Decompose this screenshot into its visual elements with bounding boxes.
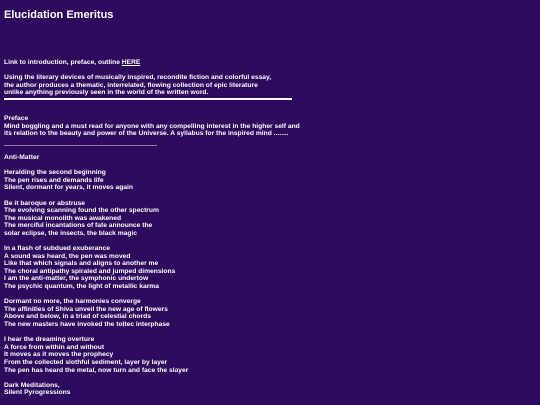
stanza-line: Silent, dormant for years, it moves again <box>4 184 133 192</box>
stanza-line: A sound was heard, the pen was moved <box>4 252 131 260</box>
stanza-line: solar eclipse, the insects, the black magic <box>4 229 138 237</box>
stanza <box>4 245 534 291</box>
stanza-line: The pen has heard the metal, now turn and face the slayer <box>4 366 189 374</box>
stanza-line: The psychic quantum, the light of metallic karma <box>4 283 159 291</box>
stanza-line: It moves as it moves the prophecy <box>4 351 114 359</box>
preface-line: Mind boggling and a must read for anyone with any compelling interest in the higher self and <box>4 122 300 130</box>
stanza-line: In a flash of subdued exuberance <box>4 245 110 253</box>
antimatter-heading: Anti-Matter <box>4 153 40 161</box>
description-line: unlike anything previously seen in the world of the written word. <box>4 89 209 97</box>
stanza-line: Above and below, in a triad of celestial chords <box>4 313 151 321</box>
stanza <box>4 200 534 238</box>
page-title: Elucidation Emeritus <box>4 9 114 21</box>
page-content <box>4 0 534 397</box>
stanza-line: I am the anti-matter, the symphonic undertow <box>4 275 149 283</box>
stanza-line: Silent Pyrogressions <box>4 389 71 397</box>
stanza-line: From the collected slothful sediment, layer by layer <box>4 358 168 366</box>
stanza-line: The evolving scanning found the other spectrum <box>4 207 159 215</box>
stanza <box>4 382 534 397</box>
antimatter-section <box>4 154 534 397</box>
stanza <box>4 169 534 192</box>
stanza <box>4 336 534 374</box>
stanza-line: Be it baroque or abstruse <box>4 199 86 207</box>
intro-here-link[interactable]: HERE <box>121 59 141 66</box>
stanza-line: The musical monolith was awakened <box>4 214 122 222</box>
stanza-line: The pen rises and demands life <box>4 176 104 184</box>
description-block <box>4 74 534 97</box>
preface-heading: Preface <box>4 114 29 122</box>
description-line: the author produces a thematic, interrelated, flowing collection of epic literature <box>4 81 258 89</box>
stanza-line: The affinities of Shiva unveil the new age of flowers <box>4 305 168 313</box>
stanza-line: Dark Meditations, <box>4 381 60 389</box>
intro-text: Link to introduction, preface, outline <box>4 59 122 66</box>
stanza-line: The new masters have invoked the toltec interphase <box>4 321 170 328</box>
stanza-line: The choral antipathy spiraled and jumped dimensions <box>4 267 176 275</box>
stanza-line: Heralding the second beginning <box>4 169 106 177</box>
stanza-line: Dormant no more, the harmonies converge <box>4 298 141 306</box>
description-line: Using the literary devices of musically inspired, recondite fiction and colorful essay, <box>4 74 272 82</box>
stanza <box>4 298 534 328</box>
stanza-line: Like that which signals and aligns to another me <box>4 260 159 268</box>
stanza-line: A force from within and without <box>4 343 105 351</box>
intro-line <box>4 59 534 67</box>
preface-section <box>4 115 534 138</box>
stanza-line: I hear the dreaming overture <box>4 336 95 344</box>
stanza-line: The merciful incantations of fate announce the <box>4 222 153 230</box>
preface-line: its relation to the beauty and power of the Universe. A syllabus for the inspired mind ........ <box>4 130 289 138</box>
